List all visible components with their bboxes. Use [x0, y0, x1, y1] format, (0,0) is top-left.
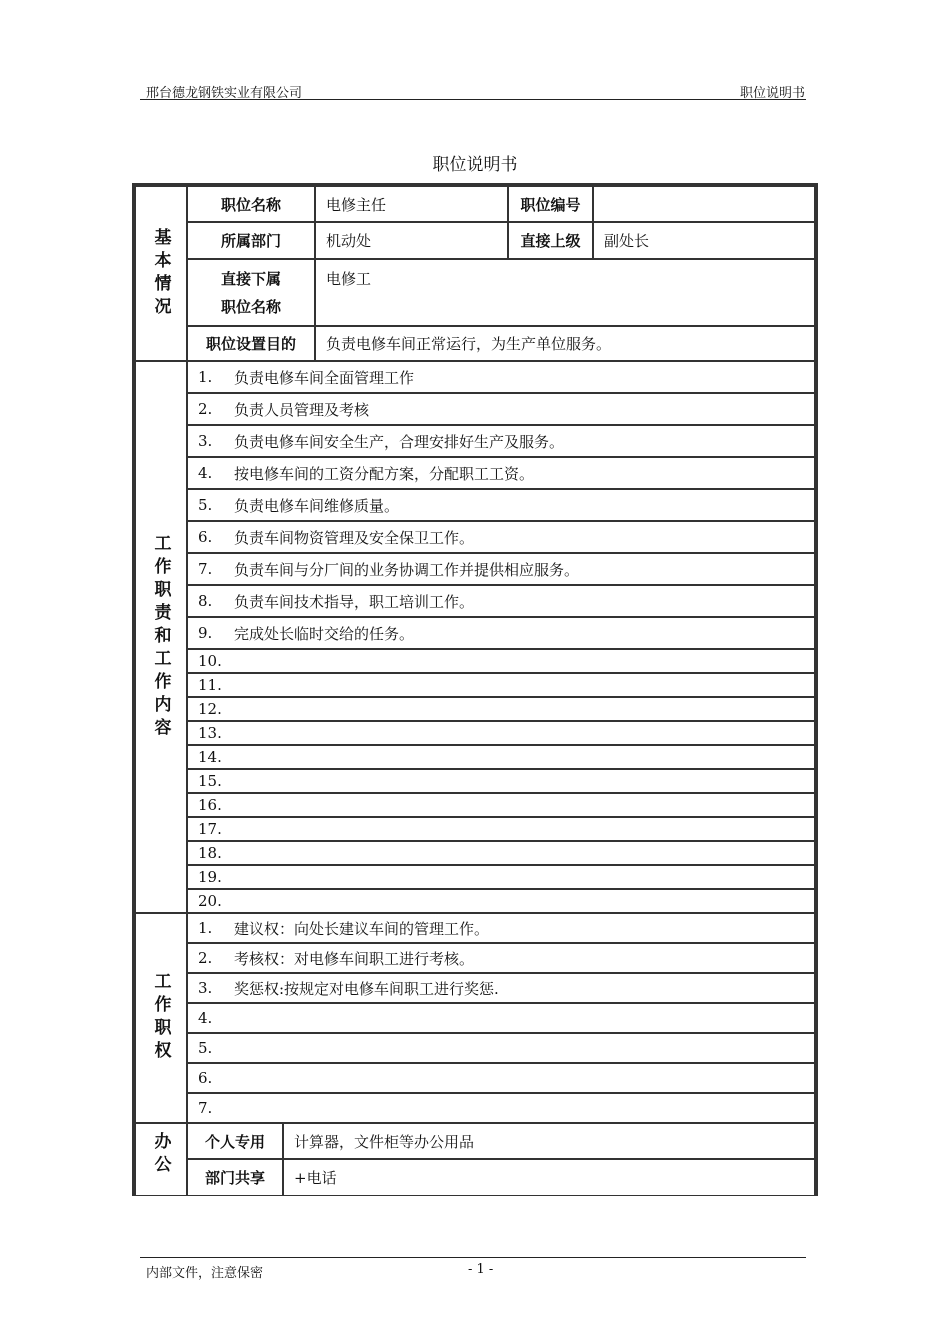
- item-number: 2.: [198, 949, 213, 967]
- item-number: 1.: [198, 368, 213, 386]
- superior-label: 直接上级: [508, 222, 593, 259]
- item-number: 3.: [198, 432, 213, 450]
- list-item: [187, 721, 815, 745]
- list-item: [187, 841, 815, 865]
- item-text: 负责人员管理及考核: [234, 400, 370, 419]
- item-number: 6.: [198, 528, 213, 546]
- item-number: 1.: [198, 919, 213, 937]
- item-text: 负责车间与分厂间的业务协调工作并提供相应服务。: [234, 560, 580, 579]
- subordinate-value: 电修工: [315, 259, 815, 326]
- section-basic-label: 基本情况: [135, 186, 187, 361]
- item-number: 14.: [198, 748, 222, 766]
- item-number: 2.: [198, 400, 213, 418]
- item-text: 按电修车间的工资分配方案，分配职工工资。: [234, 464, 535, 483]
- list-item: [187, 457, 815, 489]
- subordinate-label: [187, 259, 315, 326]
- list-item: [187, 889, 815, 913]
- list-item: [187, 489, 815, 521]
- item-text: 负责电修车间全面管理工作: [234, 368, 415, 387]
- item-text: 负责车间技术指导，职工培训工作。: [234, 592, 475, 611]
- list-item: [187, 973, 815, 1003]
- document-title: 职位说明书: [432, 155, 518, 175]
- list-item: [187, 913, 815, 943]
- list-item: [187, 617, 815, 649]
- item-number: 9.: [198, 624, 213, 642]
- item-number: 20.: [198, 892, 222, 910]
- list-item: [187, 1063, 815, 1093]
- item-number: 19.: [198, 868, 222, 886]
- item-number: 7.: [198, 1099, 213, 1117]
- item-number: 3.: [198, 979, 213, 997]
- purpose-value: 负责电修车间正常运行，为生产单位服务。: [315, 326, 815, 361]
- header-company: 邢台德龙钢铁实业有限公司: [146, 86, 303, 101]
- item-number: 5.: [198, 496, 213, 514]
- item-number: 7.: [198, 560, 213, 578]
- item-number: 15.: [198, 772, 222, 790]
- section-office-label: 办公: [135, 1123, 187, 1196]
- item-text: 建议权：向处长建议车间的管理工作。: [234, 919, 490, 938]
- list-item: [187, 697, 815, 721]
- item-number: 5.: [198, 1039, 213, 1057]
- item-number: 10.: [198, 652, 222, 670]
- list-item: [187, 649, 815, 673]
- footer-note: 内部文件，注意保密: [146, 1266, 264, 1281]
- item-text: 负责车间物资管理及安全保卫工作。: [234, 528, 475, 547]
- item-text: 完成处长临时交给的任务。: [234, 624, 415, 643]
- list-item: [187, 361, 815, 393]
- list-item: [187, 1093, 815, 1123]
- department-label: 所属部门: [187, 222, 315, 259]
- list-item: [187, 769, 815, 793]
- item-number: 4.: [198, 1009, 213, 1027]
- list-item: [187, 553, 815, 585]
- superior-value: 副处长: [593, 222, 815, 259]
- item-text: 负责电修车间安全生产，合理安排好生产及服务。: [234, 432, 565, 451]
- list-item: [187, 585, 815, 617]
- header-doc-type: 职位说明书: [739, 86, 805, 101]
- item-number: 4.: [198, 464, 213, 482]
- footer-rule: [140, 1257, 806, 1258]
- list-item: [187, 1033, 815, 1063]
- list-item: [187, 1003, 815, 1033]
- subordinate-label-line2: 职位名称: [220, 297, 281, 316]
- list-item: [187, 865, 815, 889]
- position-code-value: [593, 186, 815, 222]
- item-number: 6.: [198, 1069, 213, 1087]
- item-text: 考核权：对电修车间职工进行考核。: [234, 949, 475, 968]
- list-item: [187, 673, 815, 697]
- item-number: 16.: [198, 796, 222, 814]
- item-number: 18.: [198, 844, 222, 862]
- list-item: [187, 745, 815, 769]
- item-number: 12.: [198, 700, 222, 718]
- purpose-label: 职位设置目的: [187, 326, 315, 361]
- item-number: 11.: [198, 676, 222, 694]
- list-item: [187, 943, 815, 973]
- footer-page-number: - 1 -: [468, 1262, 494, 1277]
- section-authority-label: 工作职权: [135, 913, 187, 1123]
- personal-label: 个人专用: [187, 1123, 283, 1159]
- item-text: 奖惩权:按规定对电修车间职工进行奖惩.: [234, 979, 499, 998]
- list-item: [187, 393, 815, 425]
- position-name-label: 职位名称: [187, 186, 315, 222]
- department-value: 机动处: [315, 222, 508, 259]
- subordinate-label-line1: 直接下属: [220, 269, 281, 288]
- position-code-label: 职位编号: [508, 186, 593, 222]
- item-text: 负责电修车间维修质量。: [234, 496, 400, 515]
- item-number: 8.: [198, 592, 213, 610]
- list-item: [187, 425, 815, 457]
- shared-label: 部门共享: [187, 1159, 283, 1196]
- list-item: [187, 817, 815, 841]
- list-item: [187, 521, 815, 553]
- position-name-value: 电修主任: [315, 186, 508, 222]
- item-number: 17.: [198, 820, 222, 838]
- item-number: 13.: [198, 724, 222, 742]
- shared-value: +电话: [283, 1159, 815, 1196]
- section-duties-label: 工作职责和工作内容: [135, 361, 187, 913]
- list-item: [187, 793, 815, 817]
- position-description-table: [132, 183, 818, 1196]
- header-rule: [140, 99, 806, 100]
- personal-value: 计算器，文件柜等办公用品: [283, 1123, 815, 1159]
